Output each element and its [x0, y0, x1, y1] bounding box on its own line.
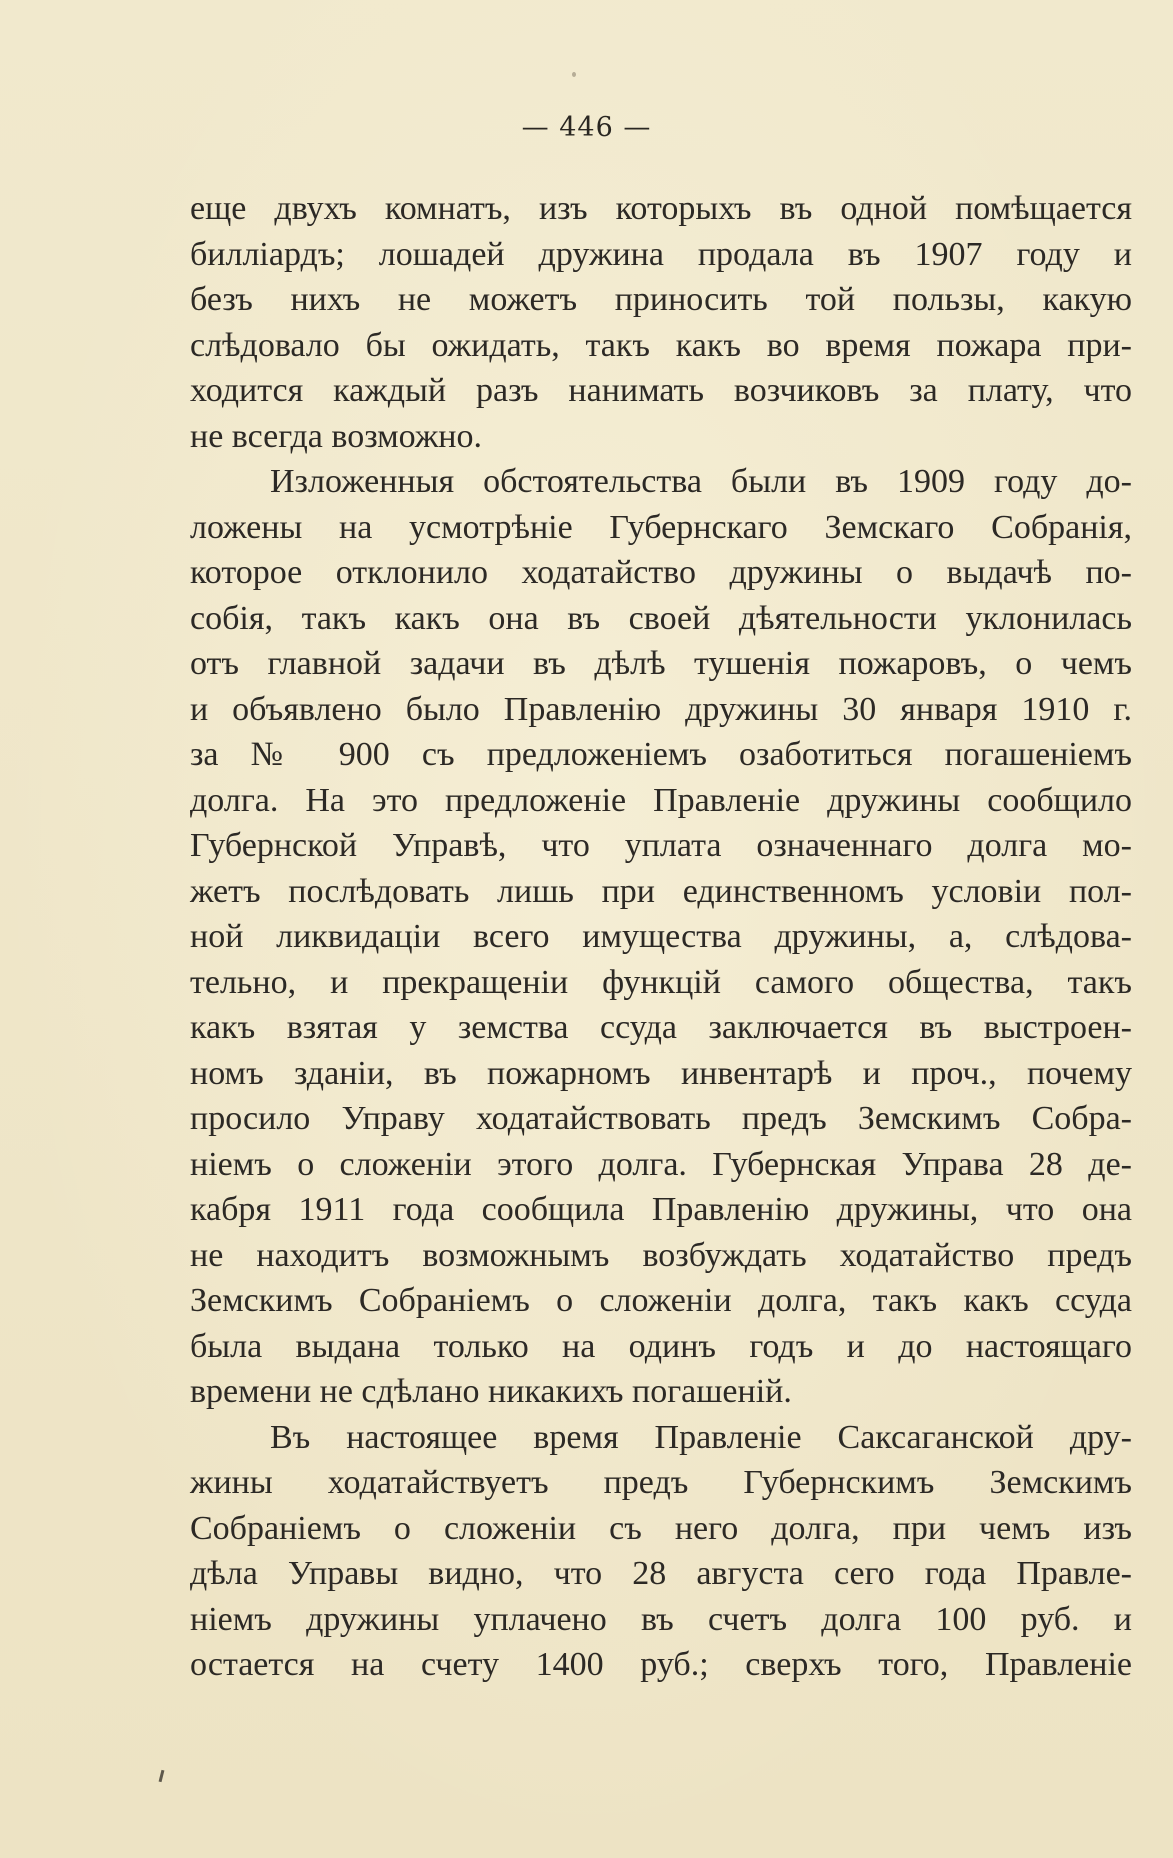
text-line: безъ нихъ не можетъ приносить той пользы, какую — [190, 281, 1132, 318]
text-line: и объявлено было Правленію дружины 30 января 1910 г. — [190, 690, 1132, 728]
text-line: Изложенныя обстоятельства были въ 1909 году до- — [270, 463, 1132, 500]
paragraph-3 — [190, 1415, 1132, 1688]
text-line: номъ зданіи, въ пожарномъ инвентарѣ и проч., почему — [190, 1054, 1132, 1092]
text-line: жины ходатайствуетъ предъ Губернскимъ Земскимъ — [190, 1464, 1132, 1501]
text-line: кабря 1911 года сообщила Правленію дружины, что она — [190, 1191, 1132, 1228]
text-line: собія, такъ какъ она въ своей дѣятельности уклонилась — [190, 599, 1132, 637]
text-line: ніемъ о сложеніи этого долга. Губернская Управа 28 де- — [190, 1145, 1132, 1183]
text-line: еще двухъ комнатъ, изъ которыхъ въ одной помѣщается — [190, 190, 1132, 227]
text-line: ходится каждый разъ нанимать возчиковъ за плату, что — [190, 372, 1132, 409]
text-line: билліардъ; лошадей дружина продала въ 1907 году и — [190, 235, 1132, 273]
paragraph-2 — [190, 459, 1132, 1415]
text-line: за № 900 съ предложеніемъ озаботиться погашеніемъ — [190, 736, 1132, 773]
text-line: ніемъ дружины уплачено въ счетъ долга 100 руб. и — [190, 1600, 1132, 1638]
text-line: Губернской Управѣ, что уплата означеннаго долга мо- — [190, 827, 1132, 864]
text-line: долга. На это предложеніе Правленіе дружины сообщило — [190, 781, 1132, 819]
text-line: времени не сдѣлано никакихъ погашеній. — [190, 1373, 792, 1410]
text-line: слѣдовало бы ожидать, такъ какъ во время пожара при- — [190, 326, 1132, 364]
text-line: жетъ послѣдовать лишь при единственномъ условіи пол- — [190, 872, 1132, 910]
text-line: не находитъ возможнымъ возбуждать ходатайство предъ — [190, 1236, 1132, 1274]
text-line: тельно, и прекращеніи функцій самого общества, такъ — [190, 963, 1132, 1001]
text-line: которое отклонило ходатайство дружины о выдачѣ по- — [190, 554, 1132, 591]
page-number: — 446 — — [521, 112, 652, 143]
text-line: ложены на усмотрѣніе Губернскаго Земскаго Собранія, — [190, 508, 1132, 546]
text-line: Въ настоящее время Правленіе Саксаганской дру- — [270, 1418, 1132, 1456]
text-line: дѣла Управы видно, что 28 августа сего года Правле- — [190, 1555, 1132, 1592]
text-line: ной ликвидаціи всего имущества дружины, а, слѣдова- — [190, 918, 1132, 955]
body-text — [190, 186, 1132, 1688]
ink-mark — [159, 1770, 165, 1782]
text-line: просило Управу ходатайствовать предъ Земскимъ Собра- — [190, 1100, 1132, 1137]
text-line: была выдана только на одинъ годъ и до настоящаго — [190, 1327, 1132, 1365]
paragraph-1 — [190, 186, 1132, 459]
text-line: не всегда возможно. — [190, 417, 483, 455]
text-line: остается на счету 1400 руб.; сверхъ того, Правленіе — [190, 1646, 1132, 1683]
text-line: Собраніемъ о сложеніи съ него долга, при чемъ изъ — [190, 1509, 1132, 1547]
paper-speck — [572, 72, 576, 77]
text-line: какъ взятая у земства ссуда заключается въ выстроен- — [190, 1009, 1132, 1046]
text-line: отъ главной задачи въ дѣлѣ тушенія пожаровъ, о чемъ — [190, 645, 1132, 682]
text-line: Земскимъ Собраніемъ о сложеніи долга, такъ какъ ссуда — [190, 1282, 1132, 1319]
